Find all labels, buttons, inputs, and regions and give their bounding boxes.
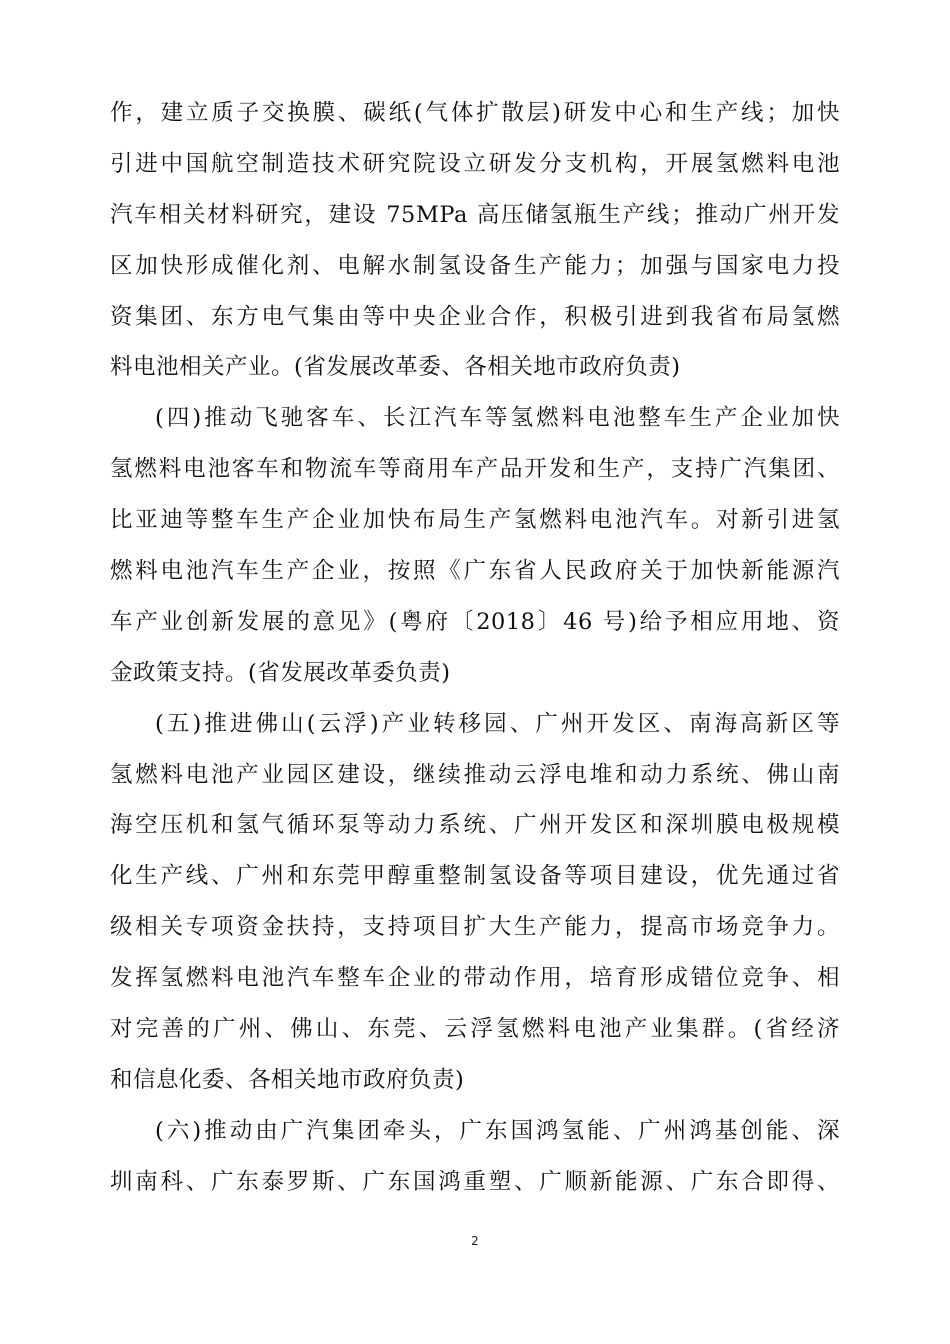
text-line: 料电池相关产业。(省发展改革委、各相关地市政府负责) — [110, 354, 681, 381]
text-line: 海空压机和氢气循环泵等动力系统、广州开发区和深圳膜电极规模 — [110, 812, 840, 839]
text-line: 比亚迪等整车生产企业加快布局生产氢燃料电池汽车。对新引进氢 — [110, 507, 840, 534]
text-line: 车产业创新发展的意见》(粤府〔2018〕46 号)给予相应用地、资 — [110, 608, 840, 635]
text-line: 对完善的广州、佛山、东莞、云浮氢燃料电池产业集群。(省经济 — [110, 1016, 840, 1043]
text-line: 和信息化委、各相关地市政府负责) — [110, 1066, 465, 1093]
page-number: 2 — [471, 1234, 479, 1248]
text-line: 圳南科、广东泰罗斯、广东国鸿重塑、广顺新能源、广东合即得、 — [110, 1168, 840, 1195]
text-line: 引进中国航空制造技术研究院设立研发分支机构，开展氢燃料电池 — [110, 150, 840, 177]
text-line: 级相关专项资金扶持，支持项目扩大生产能力，提高市场竞争力。 — [110, 914, 840, 941]
text-line: (六)推动由广汽集团牵头，广东国鸿氢能、广州鸿基创能、深 — [155, 1117, 840, 1144]
text-line: 化生产线、广州和东莞甲醇重整制氢设备等项目建设，优先通过省 — [110, 863, 840, 890]
text-line: 资集团、东方电气集由等中央企业合作，积极引进到我省布局氢燃 — [110, 303, 840, 330]
text-line: 汽车相关材料研究，建设 75MPa 高压储氢瓶生产线；推动广州开发 — [110, 201, 840, 228]
text-line: (四)推动飞驰客车、长江汽车等氢燃料电池整车生产企业加快 — [155, 405, 840, 432]
text-line: 金政策支持。(省发展改革委负责) — [110, 659, 451, 686]
text-line: 氢燃料电池产业园区建设，继续推动云浮电堆和动力系统、佛山南 — [110, 761, 840, 788]
text-line: 作，建立质子交换膜、碳纸(气体扩散层)研发中心和生产线；加快 — [110, 100, 840, 126]
text-line: 燃料电池汽车生产企业，按照《广东省人民政府关于加快新能源汽 — [110, 558, 840, 585]
body-text — [110, 88, 840, 1208]
text-line: 发挥氢燃料电池汽车整车企业的带动作用，培育形成错位竞争、相 — [110, 965, 840, 992]
text-line: 氢燃料电池客车和物流车等商用车产品开发和生产，支持广汽集团、 — [110, 456, 840, 483]
text-line: (五)推进佛山(云浮)产业转移园、广州开发区、南海高新区等 — [155, 710, 840, 737]
text-line: 区加快形成催化剂、电解水制氢设备生产能力；加强与国家电力投 — [110, 252, 840, 279]
